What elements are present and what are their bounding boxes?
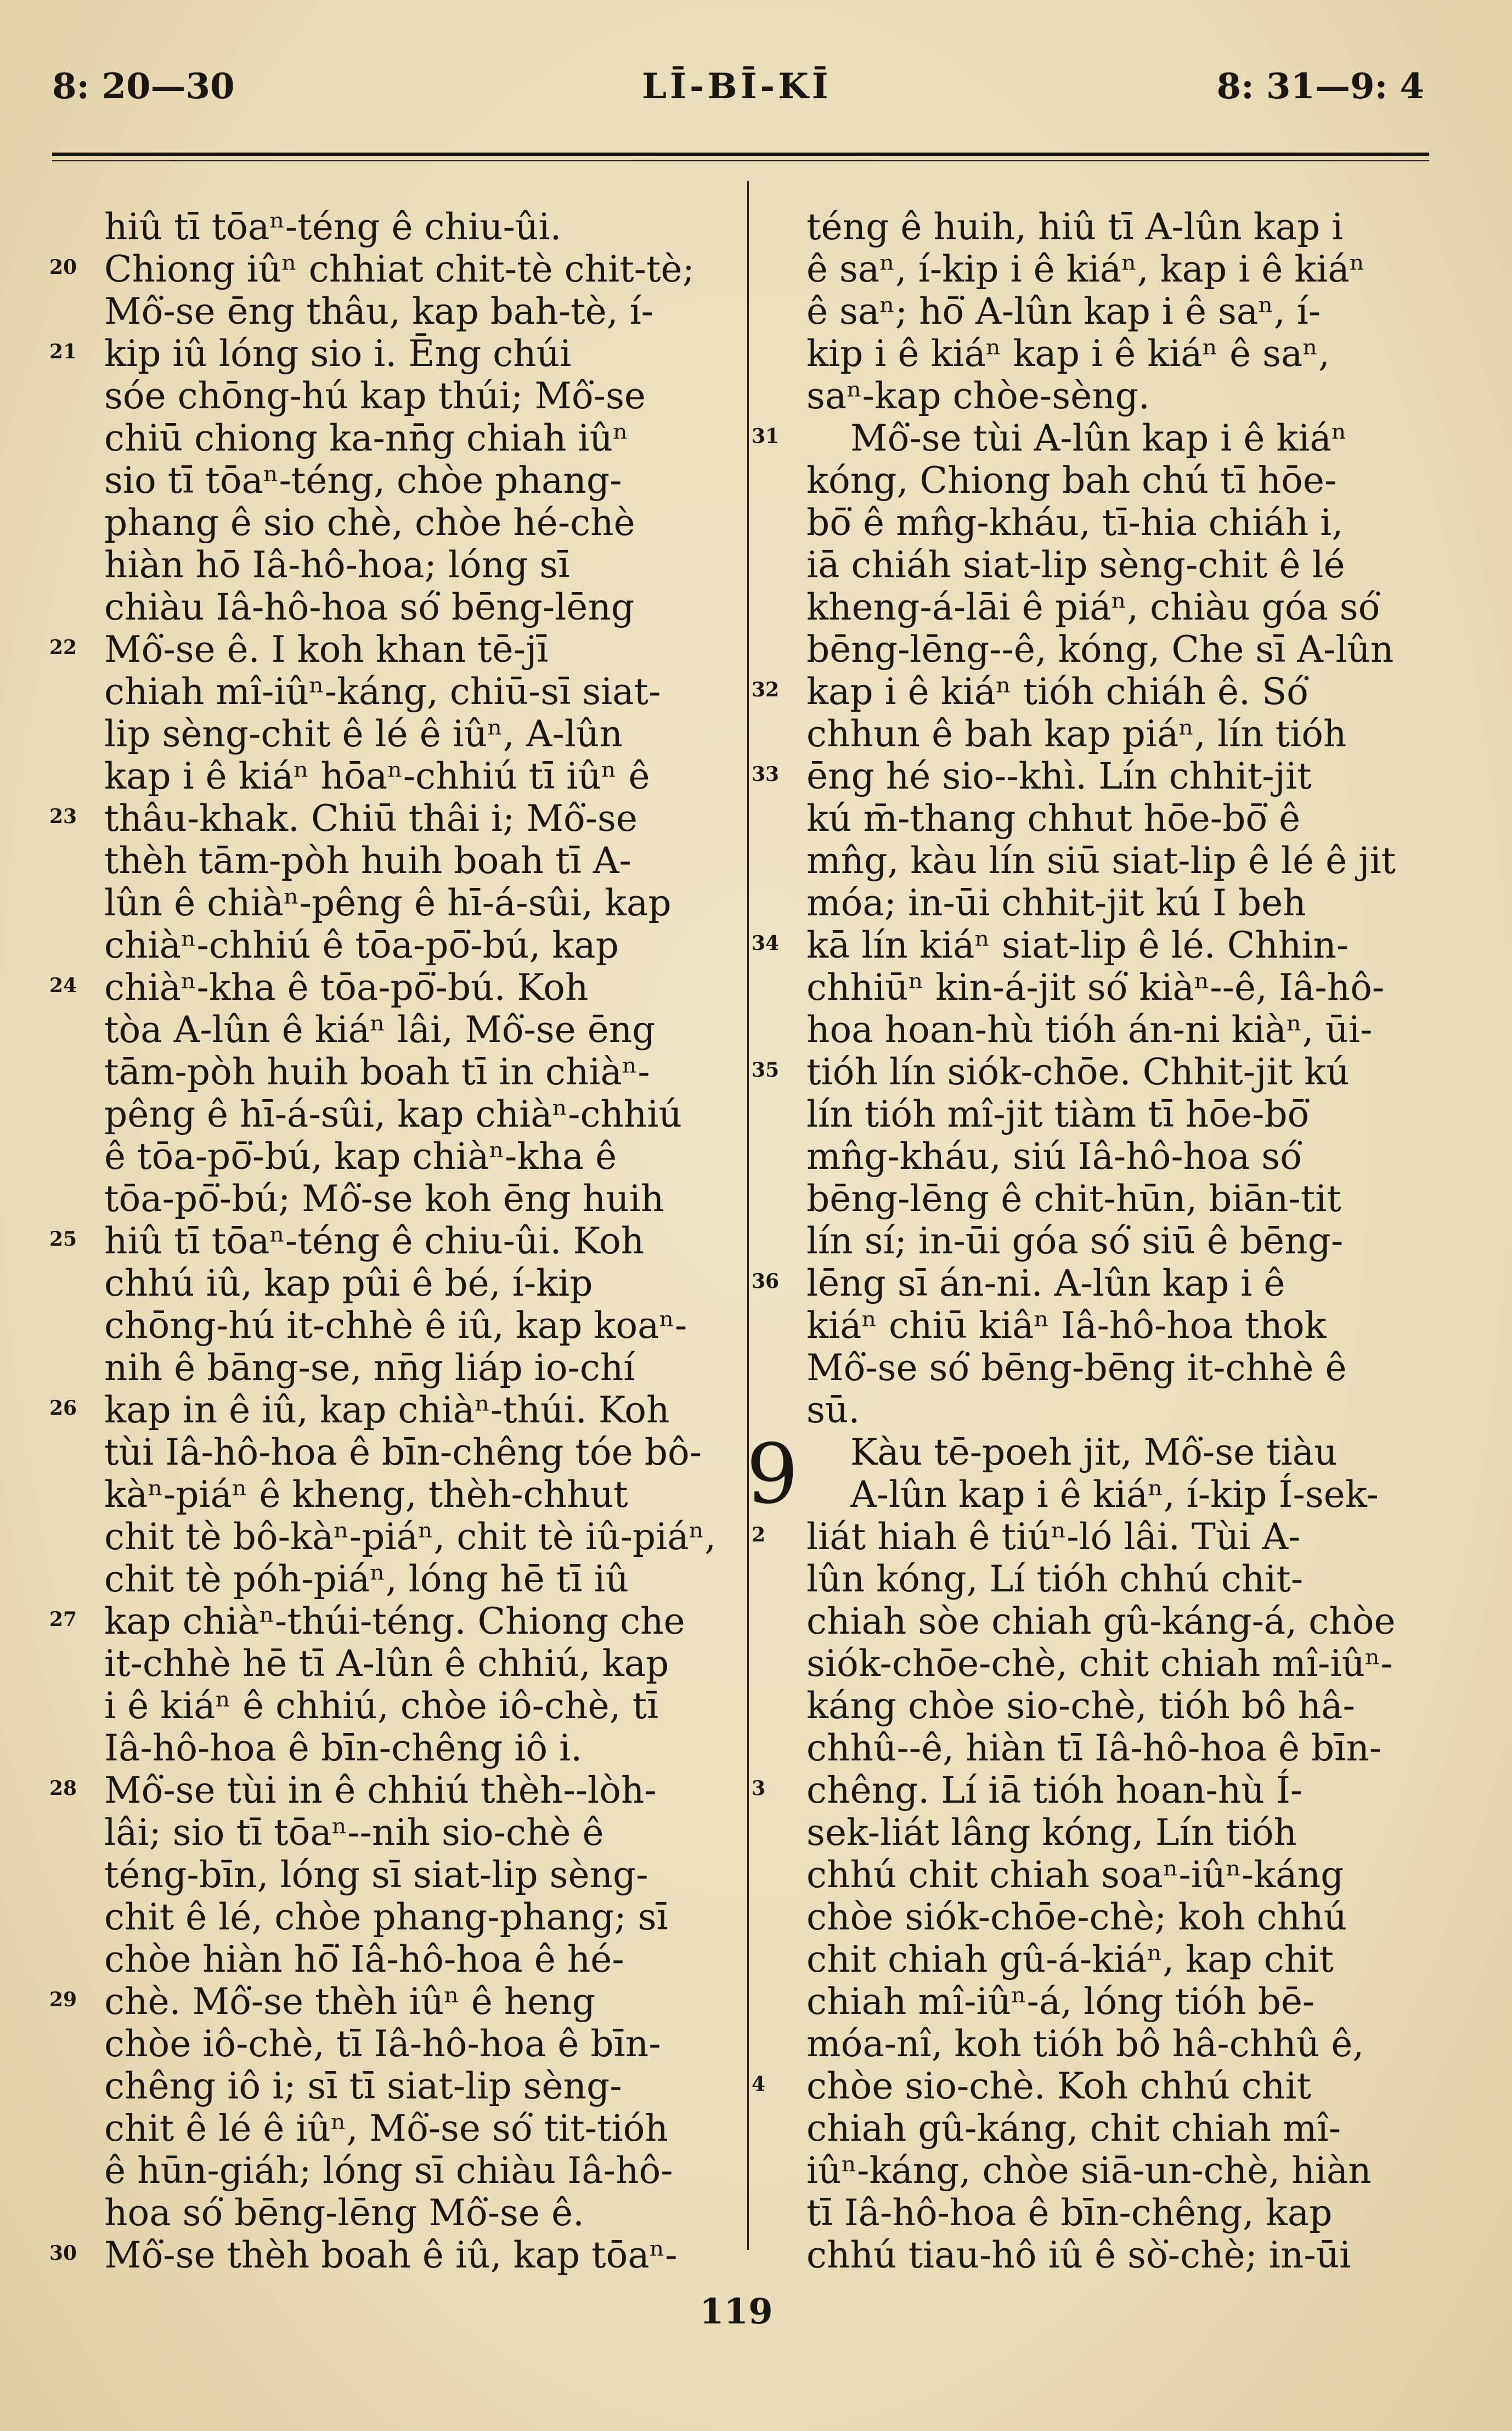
text-line [104, 1009, 713, 1051]
text-line [49, 248, 713, 290]
text-line [806, 375, 1415, 417]
text-line [104, 2192, 713, 2234]
text-line [104, 417, 713, 459]
verse-number: 20 [49, 256, 77, 279]
line-text: chit tè bô-kàⁿ-piáⁿ, chit tè iû-piáⁿ, [104, 1516, 716, 1558]
line-text: lâi; sio tī tōaⁿ--nih sio-chè ê [104, 1811, 604, 1854]
line-text: chhú tiau-hô iû ê sò͘-chè; in-ūi [806, 2234, 1351, 2276]
text-line [104, 502, 713, 544]
line-text: mn̂g-kháu, siú Iâ-hô-hoa só͘ [806, 1135, 1302, 1178]
text-line [806, 1009, 1415, 1051]
verse-number: 32 [752, 678, 780, 701]
verse-number: 36 [752, 1270, 780, 1293]
text-line [49, 333, 713, 375]
line-text: lûn kóng, Lí tióh chhú chit- [806, 1558, 1304, 1600]
text-line [806, 1600, 1415, 1642]
line-text: chōng-hú it-chhè ê iû, kap koaⁿ- [104, 1304, 687, 1347]
text-line [104, 755, 713, 797]
text-line [49, 2234, 713, 2276]
line-text: mn̂g, kàu lín siū siat-lip ê lé ê jit [806, 840, 1396, 882]
text-line [752, 2065, 1415, 2107]
line-text: liát hiah ê tiúⁿ-ló lâi. Tùi A- [806, 1516, 1301, 1558]
text-line [806, 628, 1415, 671]
line-text: Chiong iûⁿ chhiat chit-tè chit-tè; [104, 248, 695, 290]
line-text: chiah mî-iûⁿ-á, lóng tióh bē- [806, 1980, 1315, 2023]
text-line [104, 671, 713, 713]
text-line [104, 459, 713, 502]
text-line [49, 797, 713, 840]
text-line [806, 1811, 1415, 1854]
text-line [104, 1685, 713, 1727]
header-book-title: LĪ-BĪ-KĪ [642, 66, 832, 107]
text-line [104, 1811, 713, 1854]
verse-number: 29 [49, 1988, 77, 2011]
text-line [104, 1938, 713, 1980]
line-text: chêng. Lí iā tióh hoan-hù Í- [806, 1769, 1303, 1811]
line-text: kap chiàⁿ-thúi-téng. Chiong che [104, 1600, 685, 1642]
line-text: bō͘ ê mn̂g-kháu, tī-hia chiáh i, [806, 502, 1344, 544]
verse-number: 31 [752, 425, 780, 448]
line-text: chhú iû, kap pûi ê bé, í-kip [104, 1262, 593, 1304]
line-text: bēng-lēng--ê, kóng, Che sī A-lûn [806, 628, 1394, 671]
text-line [104, 1558, 713, 1600]
text-line [806, 206, 1415, 248]
line-text: kip i ê kiáⁿ kap i ê kiáⁿ ê saⁿ, [806, 333, 1330, 375]
line-text: kap i ê kiáⁿ tióh chiáh ê. Só͘ [806, 671, 1308, 713]
line-text: kú m̄-thang chhut hōe-bō͘ ê [806, 797, 1301, 840]
chapter-number: 9 [746, 1427, 799, 1522]
line-text: ê saⁿ; hō͘ A-lûn kap i ê saⁿ, í- [806, 290, 1321, 333]
text-line [104, 1347, 713, 1389]
line-text: chòe sio-chè. Koh chhú chit [806, 2065, 1312, 2107]
line-text: A-lûn kap i ê kiáⁿ, í-kip Í-sek- [850, 1473, 1379, 1516]
line-text: chiah mî-iûⁿ-káng, chiū-sī siat- [104, 671, 661, 713]
line-text: sū. [806, 1389, 860, 1431]
line-text: ê tōa-pō͘-bú, kap chiàⁿ-kha ê [104, 1135, 617, 1178]
text-line [806, 502, 1415, 544]
line-text: chit ê lé, chòe phang-phang; sī [104, 1896, 668, 1938]
text-line [104, 1473, 713, 1516]
line-text: ê saⁿ, í-kip i ê kiáⁿ, kap i ê kiáⁿ [806, 248, 1366, 290]
line-text: chiah sòe chiah gû-káng-á, chòe [806, 1600, 1396, 1642]
text-line [104, 840, 713, 882]
line-text: chit ê lé ê iûⁿ, Mô͘-se só͘ tit-tióh [104, 2107, 668, 2149]
line-text: hiû tī tōaⁿ-téng ê chiu-ûi. Koh [104, 1220, 645, 1262]
text-line [104, 713, 713, 755]
text-line [806, 333, 1415, 375]
text-line [806, 2023, 1415, 2065]
line-text: pêng ê hī-á-sûi, kap chiàⁿ-chhiú [104, 1093, 682, 1135]
line-text: chêng iô i; sī tī siat-lip sèng- [104, 2065, 622, 2107]
text-line [104, 2107, 713, 2149]
text-line [752, 1769, 1415, 1811]
verse-number: 25 [49, 1228, 77, 1251]
text-line [806, 2192, 1415, 2234]
line-text: tām-pòh huih boah tī in chiàⁿ- [104, 1051, 650, 1093]
verse-number: 22 [49, 636, 77, 659]
text-line [49, 1769, 713, 1811]
text-line [104, 1431, 713, 1473]
line-text: kiáⁿ chiū kiâⁿ Iâ-hô-hoa thok [806, 1304, 1327, 1347]
text-line [104, 1178, 713, 1220]
text-line [806, 290, 1415, 333]
line-text: kap i ê kiáⁿ hōaⁿ-chhiú tī iûⁿ ê [104, 755, 650, 797]
line-text: tióh lín siók-chōe. Chhit-jit kú [806, 1051, 1350, 1093]
text-line [752, 671, 1415, 713]
verse-number: 34 [752, 932, 780, 955]
text-line [752, 417, 1415, 459]
text-line [49, 628, 713, 671]
text-line [49, 1389, 713, 1431]
line-text: hoa só͘ bēng-lēng Mô͘-se ê. [104, 2192, 584, 2234]
line-text: móa-nî, koh tióh bô hâ-chhû ê, [806, 2023, 1364, 2065]
text-line [806, 1558, 1415, 1600]
verse-number: 4 [752, 2073, 766, 2096]
line-text: téng-bīn, lóng sī siat-lip sèng- [104, 1854, 648, 1896]
column-divider [747, 181, 749, 2250]
text-line [49, 1980, 713, 2023]
line-text: nih ê bāng-se, nn̄g liáp io-chí [104, 1347, 635, 1389]
line-text: Mô͘-se thèh boah ê iû, kap tōaⁿ- [104, 2234, 678, 2276]
line-text: hiàn hō Iâ-hô-hoa; lóng sī [104, 544, 570, 586]
text-line [806, 1347, 1415, 1389]
text-line [104, 1727, 713, 1769]
line-text: kap in ê iû, kap chiàⁿ-thúi. Koh [104, 1389, 670, 1431]
line-text: tī Iâ-hô-hoa ê bīn-chêng, kap [806, 2192, 1333, 2234]
line-text: sek-liát lâng kóng, Lín tióh [806, 1811, 1297, 1854]
line-text: Mô͘-se tùi A-lûn kap i ê kiáⁿ [850, 417, 1347, 459]
text-line [104, 206, 713, 248]
text-line [104, 544, 713, 586]
line-text: chiū chiong ka-nn̄g chiah iûⁿ [104, 417, 629, 459]
text-line [806, 586, 1415, 628]
line-text: Kàu tē-poeh jit, Mô͘-se tiàu [850, 1431, 1338, 1473]
line-text: Mô͘-se só͘ bēng-bēng it-chhè ê [806, 1347, 1347, 1389]
text-line [752, 755, 1415, 797]
line-text: chiah gû-káng, chit chiah mî- [806, 2107, 1341, 2149]
line-text: lēng sī án-ni. A-lûn kap i ê [806, 1262, 1285, 1304]
line-text: lip sèng-chit ê lé ê iûⁿ, A-lûn [104, 713, 623, 755]
text-line [806, 2107, 1415, 2149]
text-line [49, 1220, 713, 1262]
line-text: lín tióh mî-jit tiàm tī hōe-bō͘ [806, 1093, 1310, 1135]
line-text: bēng-lēng ê chit-hūn, biān-tit [806, 1178, 1341, 1220]
line-text: tōa-pō͘-bú; Mô͘-se koh ēng huih [104, 1178, 664, 1220]
text-line [806, 1642, 1415, 1685]
text-line [806, 1178, 1415, 1220]
text-line [806, 713, 1415, 755]
text-line [104, 1896, 713, 1938]
line-text: Mô͘-se ê. I koh khan tē-jī [104, 628, 549, 671]
verse-number: 24 [49, 974, 77, 997]
text-line [104, 1135, 713, 1178]
text-line [806, 2149, 1415, 2192]
text-line [752, 924, 1415, 966]
verse-number: 28 [49, 1777, 77, 1800]
line-text: it-chhè hē tī A-lûn ê chhiú, kap [104, 1642, 669, 1685]
line-text: hiû tī tōaⁿ-téng ê chiu-ûi. [104, 206, 562, 248]
line-text: siók-chōe-chè, chit chiah mî-iûⁿ- [806, 1642, 1393, 1685]
line-text: sio tī tōaⁿ-téng, chòe phang- [104, 459, 622, 502]
line-text: tòa A-lûn ê kiáⁿ lâi, Mô͘-se ēng [104, 1009, 656, 1051]
line-text: Mô͘-se tùi in ê chhiú thèh--lòh- [104, 1769, 657, 1811]
line-text: téng ê huih, hiû tī A-lûn kap i [806, 206, 1344, 248]
text-line [806, 1896, 1415, 1938]
text-line [104, 586, 713, 628]
line-text: chit tè póh-piáⁿ, lóng hē tī iû [104, 1558, 629, 1600]
header-rule-thin [52, 160, 1429, 161]
text-line [806, 1093, 1415, 1135]
text-line [806, 1389, 1415, 1431]
text-line [752, 1051, 1415, 1093]
line-text: chhú chit chiah soaⁿ-iûⁿ-káng [806, 1854, 1344, 1896]
verse-number: 2 [752, 1523, 766, 1546]
line-text: Iâ-hô-hoa ê bīn-chêng iô i. [104, 1727, 583, 1769]
text-line [104, 1262, 713, 1304]
line-text: chòe iô-chè, tī Iâ-hô-hoa ê bīn- [104, 2023, 661, 2065]
line-text: chhû--ê, hiàn tī Iâ-hô-hoa ê bīn- [806, 1727, 1382, 1769]
line-text: móa; in-ūi chhit-jit kú I beh [806, 882, 1306, 924]
line-text: Mô͘-se ēng thâu, kap bah-tè, í- [104, 290, 654, 333]
line-text: kàⁿ-piáⁿ ê kheng, thèh-chhut [104, 1473, 628, 1516]
text-line [752, 1262, 1415, 1304]
line-text: hoa hoan-hù tióh án-ni kiàⁿ, ūi- [806, 1009, 1373, 1051]
line-text: káng chòe sio-chè, tióh bô hâ- [806, 1685, 1355, 1727]
header-right-reference: 8: 31—9: 4 [1216, 66, 1424, 107]
text-line [806, 2234, 1415, 2276]
line-text: ê hūn-giáh; lóng sī chiàu Iâ-hô- [104, 2149, 673, 2192]
line-text: saⁿ-kap chòe-sèng. [806, 375, 1150, 417]
line-text: chiàⁿ-kha ê tōa-pō͘-bú. Koh [104, 966, 589, 1009]
line-text: thâu-khak. Chiū thâi i; Mô͘-se [104, 797, 637, 840]
line-text: iûⁿ-káng, chòe siā-un-chè, hiàn [806, 2149, 1372, 2192]
text-line [806, 966, 1415, 1009]
text-line [104, 375, 713, 417]
text-line [806, 1854, 1415, 1896]
text-line [104, 2149, 713, 2192]
text-line [806, 248, 1415, 290]
text-line [806, 544, 1415, 586]
text-line [806, 1938, 1415, 1980]
text-line [104, 290, 713, 333]
verse-number: 33 [752, 763, 780, 786]
line-text: chhiūⁿ kin-á-jit só͘ kiàⁿ--ê, Iâ-hô- [806, 966, 1385, 1009]
line-text: iā chiáh siat-lip sèng-chit ê lé [806, 544, 1345, 586]
line-text: chhun ê bah kap piáⁿ, lín tióh [806, 713, 1347, 755]
text-line [49, 1600, 713, 1642]
text-line [104, 1051, 713, 1093]
line-text: lín sí; in-ūi góa só͘ siū ê bēng- [806, 1220, 1344, 1262]
text-line [806, 1727, 1415, 1769]
verse-number: 35 [752, 1059, 780, 1082]
line-text: chòe hiàn hō͘ Iâ-hô-hoa ê hé- [104, 1938, 624, 1980]
text-line [104, 924, 713, 966]
verse-number: 27 [49, 1608, 77, 1631]
text-line [806, 1220, 1415, 1262]
verse-number: 21 [49, 340, 77, 363]
text-line [104, 1642, 713, 1685]
line-text: lûn ê chiàⁿ-pêng ê hī-á-sûi, kap [104, 882, 672, 924]
header-left-reference: 8: 20—30 [52, 66, 235, 107]
line-text: chòe siók-chōe-chè; koh chhú [806, 1896, 1347, 1938]
line-text: phang ê sio chè, chòe hé-chè [104, 502, 635, 544]
line-text: tùi Iâ-hô-hoa ê bīn-chêng tóe bô- [104, 1431, 702, 1473]
verse-number: 3 [752, 1777, 766, 1800]
text-line [806, 1980, 1415, 2023]
text-line [104, 1516, 716, 1558]
left-column [49, 206, 716, 2276]
line-text: chit chiah gû-á-kiáⁿ, kap chit [806, 1938, 1334, 1980]
text-line [752, 1516, 1415, 1558]
page-number: 119 [699, 2291, 773, 2332]
verse-number: 26 [49, 1397, 77, 1420]
text-line [104, 2023, 713, 2065]
text-line [104, 1093, 713, 1135]
text-line [806, 1135, 1415, 1178]
line-text: kā lín kiáⁿ siat-lip ê lé. Chhin- [806, 924, 1349, 966]
header-rule-thick [52, 153, 1429, 156]
line-text: i ê kiáⁿ ê chhiú, chòe iô-chè, tī [104, 1685, 659, 1727]
text-line [806, 1685, 1415, 1727]
verse-number: 23 [49, 805, 77, 828]
text-line [104, 1304, 713, 1347]
text-line [806, 882, 1415, 924]
line-text: sóe chōng-hú kap thúi; Mô͘-se [104, 375, 646, 417]
line-text: thèh tām-pòh huih boah tī A- [104, 840, 631, 882]
text-line [104, 1854, 713, 1896]
text-line [806, 1473, 1415, 1516]
line-text: chiàu Iâ-hô-hoa só͘ bēng-lēng [104, 586, 635, 628]
text-line [49, 966, 713, 1009]
line-text: chiàⁿ-chhiú ê tōa-pō͘-bú, kap [104, 924, 619, 966]
line-text: chè. Mô͘-se thèh iûⁿ ê heng [104, 1980, 596, 2023]
verse-number: 30 [49, 2242, 77, 2265]
text-line [806, 840, 1415, 882]
right-column [746, 206, 1415, 2276]
line-text: kip iû lóng sio i. Ēng chúi [104, 333, 572, 375]
text-line [806, 1304, 1415, 1347]
line-text: kheng-á-lāi ê piáⁿ, chiàu góa só͘ [806, 586, 1380, 628]
text-line [104, 882, 713, 924]
line-text: ēng hé sio--khì. Lín chhit-jit [806, 755, 1312, 797]
text-line [104, 2065, 713, 2107]
text-line [806, 797, 1415, 840]
text-line [806, 459, 1415, 502]
line-text: kóng, Chiong bah chú tī hōe- [806, 459, 1337, 502]
